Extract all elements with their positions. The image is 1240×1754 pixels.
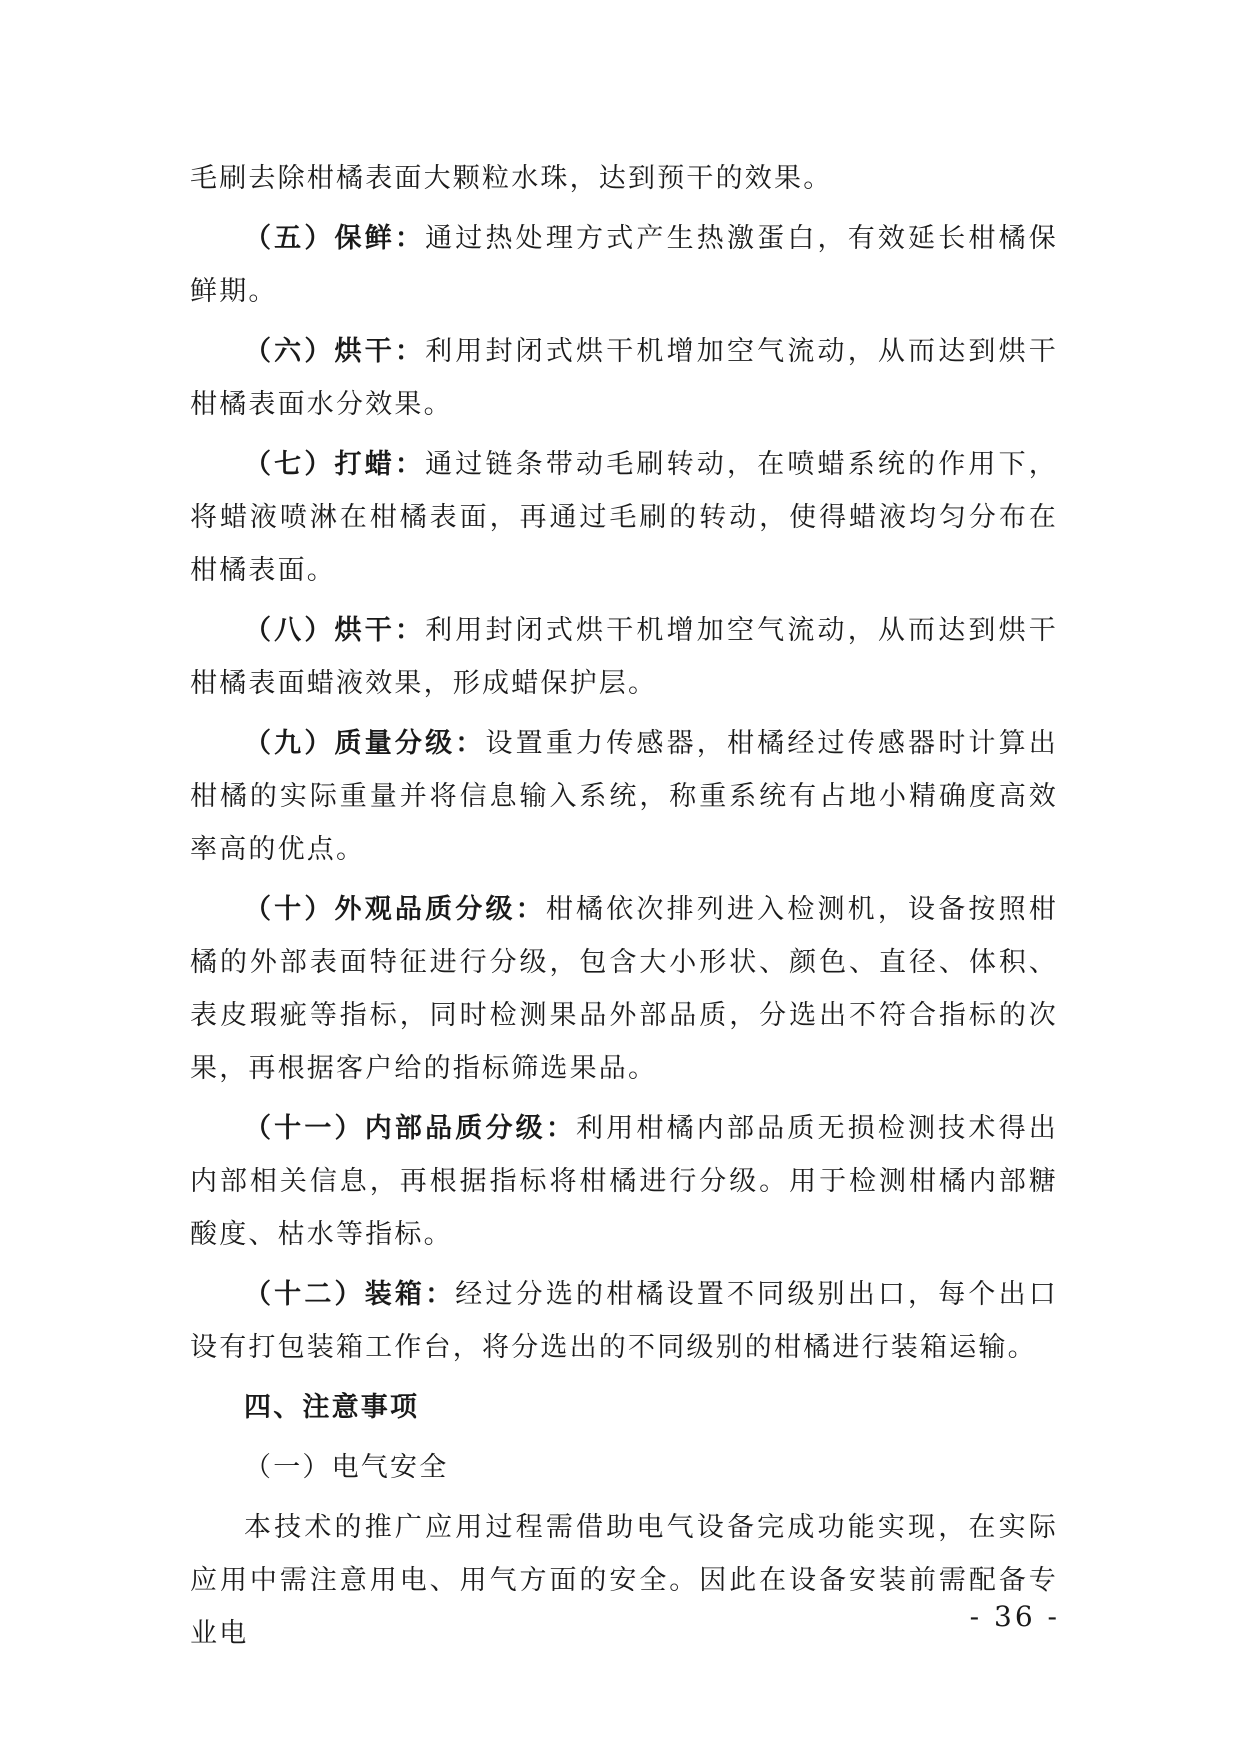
step-text: 经过分选的柑橘设置不同级别出口，每个出口设有打包装箱工作台，将分选出的不同级别的柑橘进行装箱运输。: [190, 1279, 1058, 1363]
step-paragraph-6: [190, 325, 1058, 431]
step-heading: （十一）内部品质分级：: [244, 1113, 577, 1144]
step-paragraph-7: [190, 438, 1058, 597]
step-text: 通过链条带动毛刷转动，在喷蜡系统的作用下，将蜡液喷淋在柑橘表面，再通过毛刷的转动，使得蜡液均匀分布在柑橘表面。: [190, 449, 1058, 586]
step-paragraph-5: [190, 212, 1058, 318]
body-paragraph: 本技术的推广应用过程需借助电气设备完成功能实现，在实际应用中需注意用电、用气方面的安全。因此在设备安装前需配备专业电: [190, 1512, 1058, 1649]
step-paragraph-9: [190, 717, 1058, 876]
step-heading: （十）外观品质分级：: [244, 894, 546, 925]
sub-heading: （一）电气安全: [244, 1452, 449, 1483]
continuation-paragraph: 毛刷去除柑橘表面大颗粒水珠，达到预干的效果。: [190, 163, 833, 194]
step-text: 利用柑橘内部品质无损检测技术得出内部相关信息，再根据指标将柑橘进行分级。用于检测柑橘内部糖酸度、枯水等指标。: [190, 1113, 1058, 1250]
step-heading: （八）烘干：: [244, 615, 426, 646]
step-heading: （十二）装箱：: [244, 1279, 456, 1310]
document-body: [190, 152, 1058, 1667]
step-heading: （七）打蜡：: [244, 449, 426, 480]
page-number: - 36 -: [969, 1600, 1060, 1633]
step-heading: （六）烘干：: [244, 336, 426, 367]
step-paragraph-10: [190, 883, 1058, 1095]
step-paragraph-8: [190, 604, 1058, 710]
step-text: 设置重力传感器，柑橘经过传感器时计算出柑橘的实际重量并将信息输入系统，称重系统有占地小精确度高效率高的优点。: [190, 728, 1058, 865]
step-heading: （九）质量分级：: [244, 728, 486, 759]
step-text: 通过热处理方式产生热激蛋白，有效延长柑橘保鲜期。: [190, 223, 1058, 307]
step-text: 利用封闭式烘干机增加空气流动，从而达到烘干柑橘表面水分效果。: [190, 336, 1058, 420]
step-text: 利用封闭式烘干机增加空气流动，从而达到烘干柑橘表面蜡液效果，形成蜡保护层。: [190, 615, 1058, 699]
step-text: 柑橘依次排列进入检测机，设备按照柑橘的外部表面特征进行分级，包含大小形状、颜色、直径、体积、表皮瑕疵等指标，同时检测果品外部品质，分选出不符合指标的次果，再根据客户给的指标筛选果品。: [190, 894, 1058, 1084]
step-paragraph-11: [190, 1102, 1058, 1261]
section-heading: 四、注意事项: [244, 1392, 420, 1423]
step-paragraph-12: [190, 1268, 1058, 1374]
step-heading: （五）保鲜：: [244, 223, 426, 254]
